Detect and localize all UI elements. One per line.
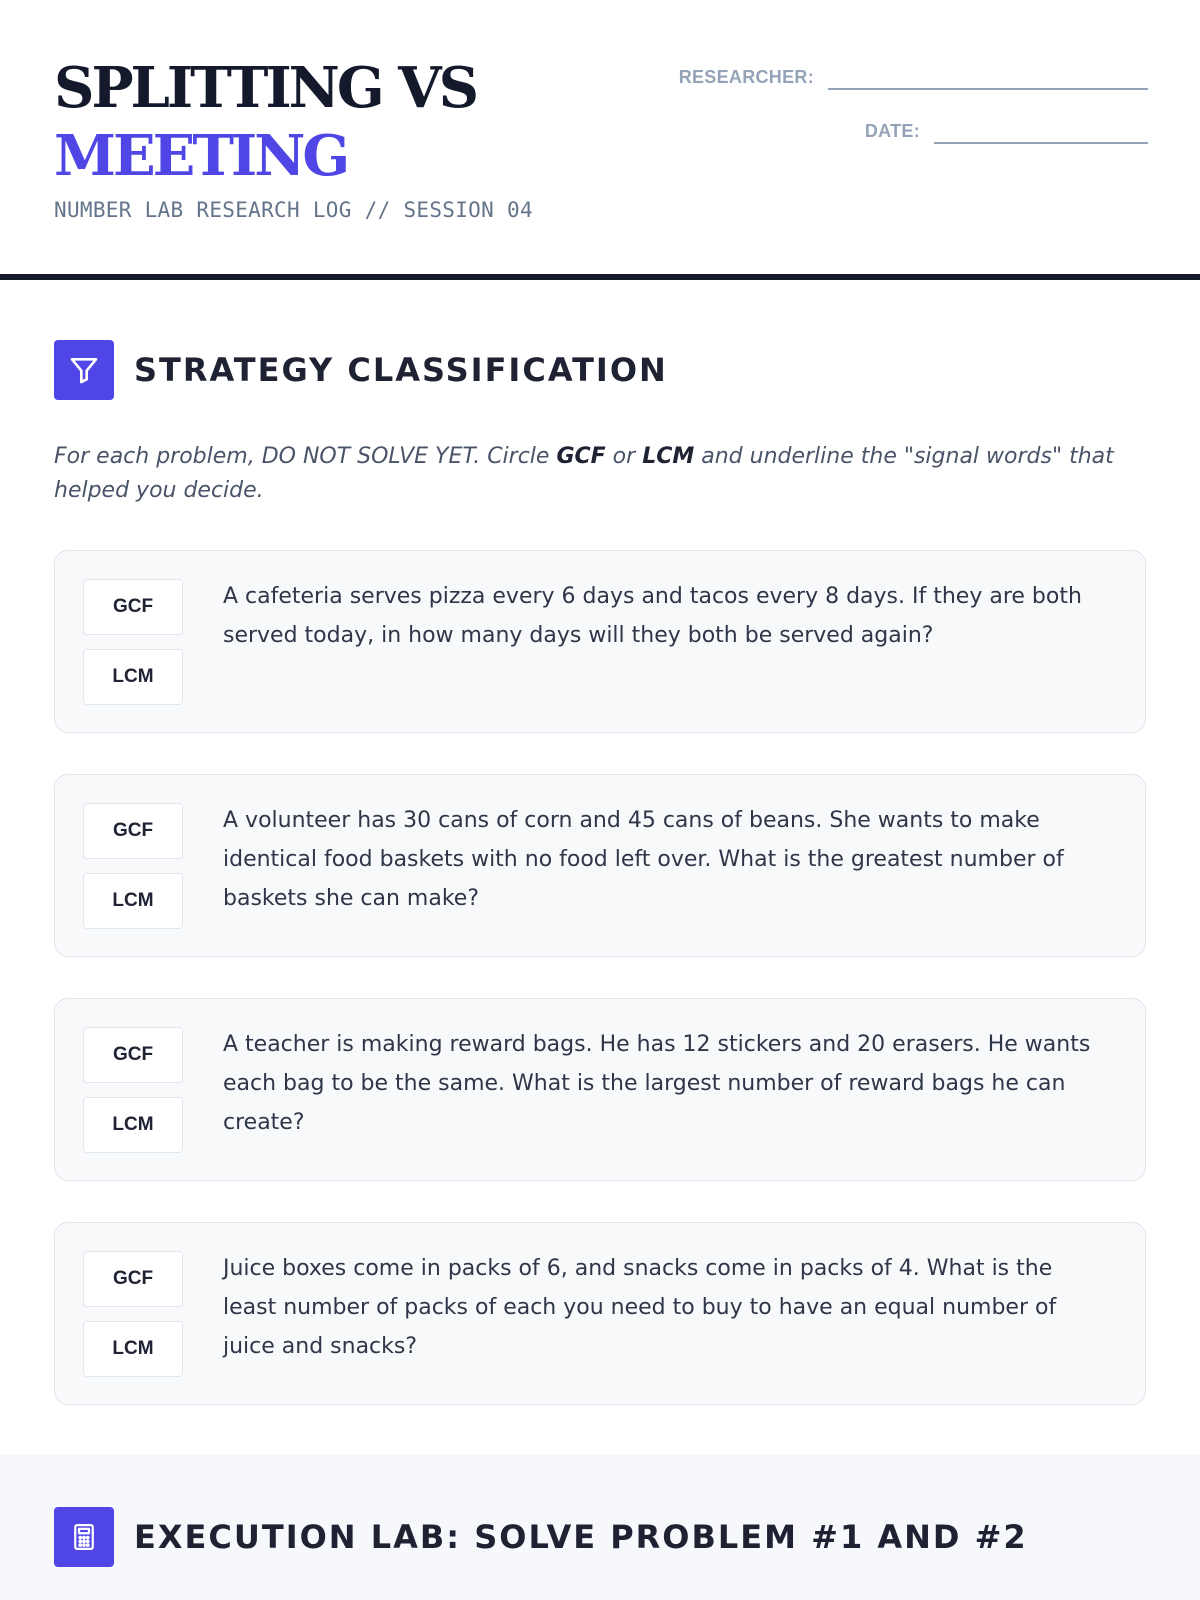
choice-column xyxy=(83,579,183,705)
calculator-icon xyxy=(54,1507,114,1567)
instructions-gcf: GCF xyxy=(556,444,606,469)
problem-text: A volunteer has 30 cans of corn and 45 cans of beans. She wants to make identical food baskets with no food left over. What is the greatest number of baskets she can make? xyxy=(223,808,1064,911)
lcm-option-button[interactable]: LCM xyxy=(83,1097,183,1153)
problem-card-4 xyxy=(54,1222,1146,1405)
problem-list xyxy=(54,550,1146,1405)
researcher-label: RESEARCHER: xyxy=(678,67,814,87)
filter-icon xyxy=(54,340,114,400)
problem-text: A teacher is making reward bags. He has 12 stickers and 20 erasers. He wants each bag to be the same. What is the largest number of reward bags he can create? xyxy=(223,1032,1091,1135)
gcf-option-button[interactable]: GCF xyxy=(83,1027,183,1083)
gcf-option-button[interactable]: GCF xyxy=(83,803,183,859)
page-title-line-2: MEETING xyxy=(54,123,348,189)
instructions-text xyxy=(54,440,1146,508)
date-input-line[interactable] xyxy=(934,114,1148,144)
date-field xyxy=(865,114,1148,144)
instructions-part-2: or xyxy=(605,444,643,469)
problem-card-2 xyxy=(54,774,1146,957)
problem-text: Juice boxes come in packs of 6, and snacks come in packs of 4. What is the least number of packs of each you need to buy to have an equal number of juice and snacks? xyxy=(223,1256,1057,1359)
title-block xyxy=(54,54,533,222)
execution-section xyxy=(0,1455,1200,1600)
gcf-option-button[interactable]: GCF xyxy=(83,1251,183,1307)
problem-text: A cafeteria serves pizza every 6 days and tacos every 8 days. If they are both served today, in how many days will they both be served again? xyxy=(223,584,1082,648)
problem-card-3 xyxy=(54,998,1146,1181)
problem-card-1 xyxy=(54,550,1146,733)
choice-column xyxy=(83,1027,183,1153)
execution-section-title: EXECUTION LAB: SOLVE PROBLEM #1 AND #2 xyxy=(134,1518,1028,1556)
instructions-part-3: and underline the "signal words" that helped you decide. xyxy=(54,444,1114,503)
strategy-section-title: STRATEGY CLASSIFICATION xyxy=(134,351,668,389)
strategy-section xyxy=(0,280,1200,1405)
instructions-lcm: LCM xyxy=(642,444,695,469)
page-subtitle: NUMBER LAB RESEARCH LOG // SESSION 04 xyxy=(54,198,533,222)
lcm-option-button[interactable]: LCM xyxy=(83,1321,183,1377)
choice-column xyxy=(83,803,183,929)
lcm-option-button[interactable]: LCM xyxy=(83,649,183,705)
instructions-part-1: For each problem, DO NOT SOLVE YET. Circle xyxy=(54,444,557,469)
page-header xyxy=(0,0,1200,280)
researcher-input-line[interactable] xyxy=(828,60,1148,90)
lcm-option-button[interactable]: LCM xyxy=(83,873,183,929)
strategy-section-header xyxy=(54,340,1146,400)
execution-section-header xyxy=(54,1507,1146,1567)
date-label: DATE: xyxy=(864,121,920,141)
choice-column xyxy=(83,1251,183,1377)
gcf-option-button[interactable]: GCF xyxy=(83,579,183,635)
page-title-line-1: SPLITTING VS xyxy=(54,55,477,121)
researcher-field xyxy=(679,60,1148,90)
